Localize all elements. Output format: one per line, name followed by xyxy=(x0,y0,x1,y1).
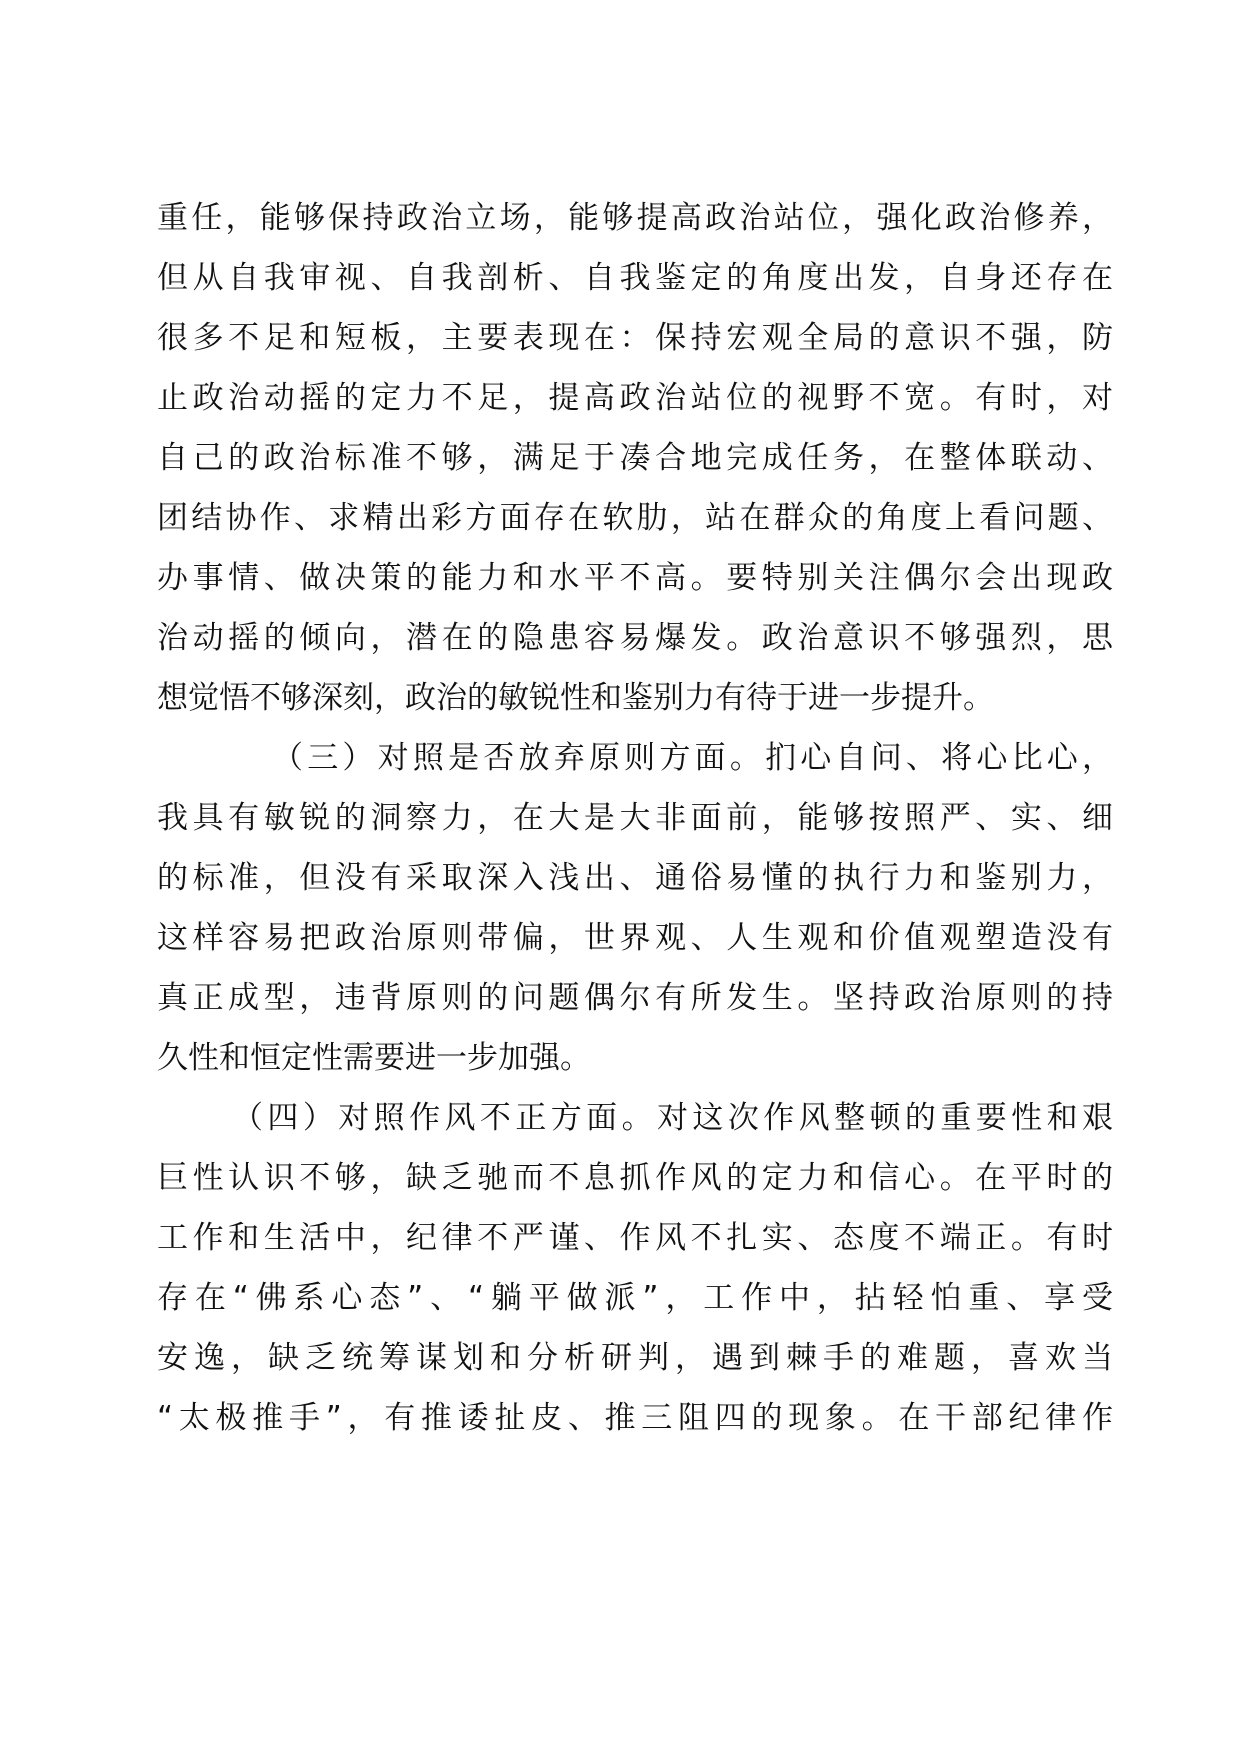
text-line: “太极推手”，有推诿扯皮、推三阻四的现象。在干部纪律作 xyxy=(157,1400,1113,1436)
text-line: 这样容易把政治原则带偏，世界观、人生观和价值观塑造没有 xyxy=(157,920,1113,956)
text-line: 久性和恒定性需要进一步加强。 xyxy=(157,1040,591,1076)
section-heading-line: （三）对照是否放弃原则方面。扪心自问、将心比心， xyxy=(272,740,1113,776)
text-line: 安逸，缺乏统筹谋划和分析研判，遇到棘手的难题，喜欢当 xyxy=(157,1340,1113,1376)
text-line: 真正成型，违背原则的问题偶尔有所发生。坚持政治原则的持 xyxy=(157,980,1113,1016)
text-line: 但从自我审视、自我剖析、自我鉴定的角度出发，自身还存在 xyxy=(157,260,1113,296)
text-line: 自己的政治标准不够，满足于凑合地完成任务，在整体联动、 xyxy=(157,440,1113,476)
text-line: 巨性认识不够，缺乏驰而不息抓作风的定力和信心。在平时的 xyxy=(157,1160,1113,1196)
paragraph-section-four xyxy=(157,1088,1113,1448)
text-line: 治动摇的倾向，潜在的隐患容易爆发。政治意识不够强烈，思 xyxy=(157,620,1113,656)
text-line: 我具有敏锐的洞察力，在大是大非面前，能够按照严、实、细 xyxy=(157,800,1113,836)
paragraph-political-awareness xyxy=(157,188,1113,728)
text-line: 重任，能够保持政治立场，能够提高政治站位，强化政治修养， xyxy=(157,200,1113,236)
text-line: 团结协作、求精出彩方面存在软肋，站在群众的角度上看问题、 xyxy=(157,500,1113,536)
section-heading-line: （四）对照作风不正方面。对这次作风整顿的重要性和艰 xyxy=(232,1100,1113,1136)
text-line: 工作和生活中，纪律不严谨、作风不扎实、态度不端正。有时 xyxy=(157,1220,1113,1256)
text-line: 的标准，但没有采取深入浅出、通俗易懂的执行力和鉴别力， xyxy=(157,860,1113,896)
paragraph-section-three xyxy=(157,728,1113,1088)
text-line: 存在“佛系心态”、“躺平做派”，工作中，拈轻怕重、享受 xyxy=(157,1280,1113,1316)
text-line: 很多不足和短板，主要表现在：保持宏观全局的意识不强，防 xyxy=(157,320,1113,356)
text-line: 想觉悟不够深刻，政治的敏锐性和鉴别力有待于进一步提升。 xyxy=(157,680,994,716)
text-line: 止政治动摇的定力不足，提高政治站位的视野不宽。有时，对 xyxy=(157,380,1113,416)
document-page xyxy=(157,188,1113,1448)
text-line: 办事情、做决策的能力和水平不高。要特别关注偶尔会出现政 xyxy=(157,560,1113,596)
